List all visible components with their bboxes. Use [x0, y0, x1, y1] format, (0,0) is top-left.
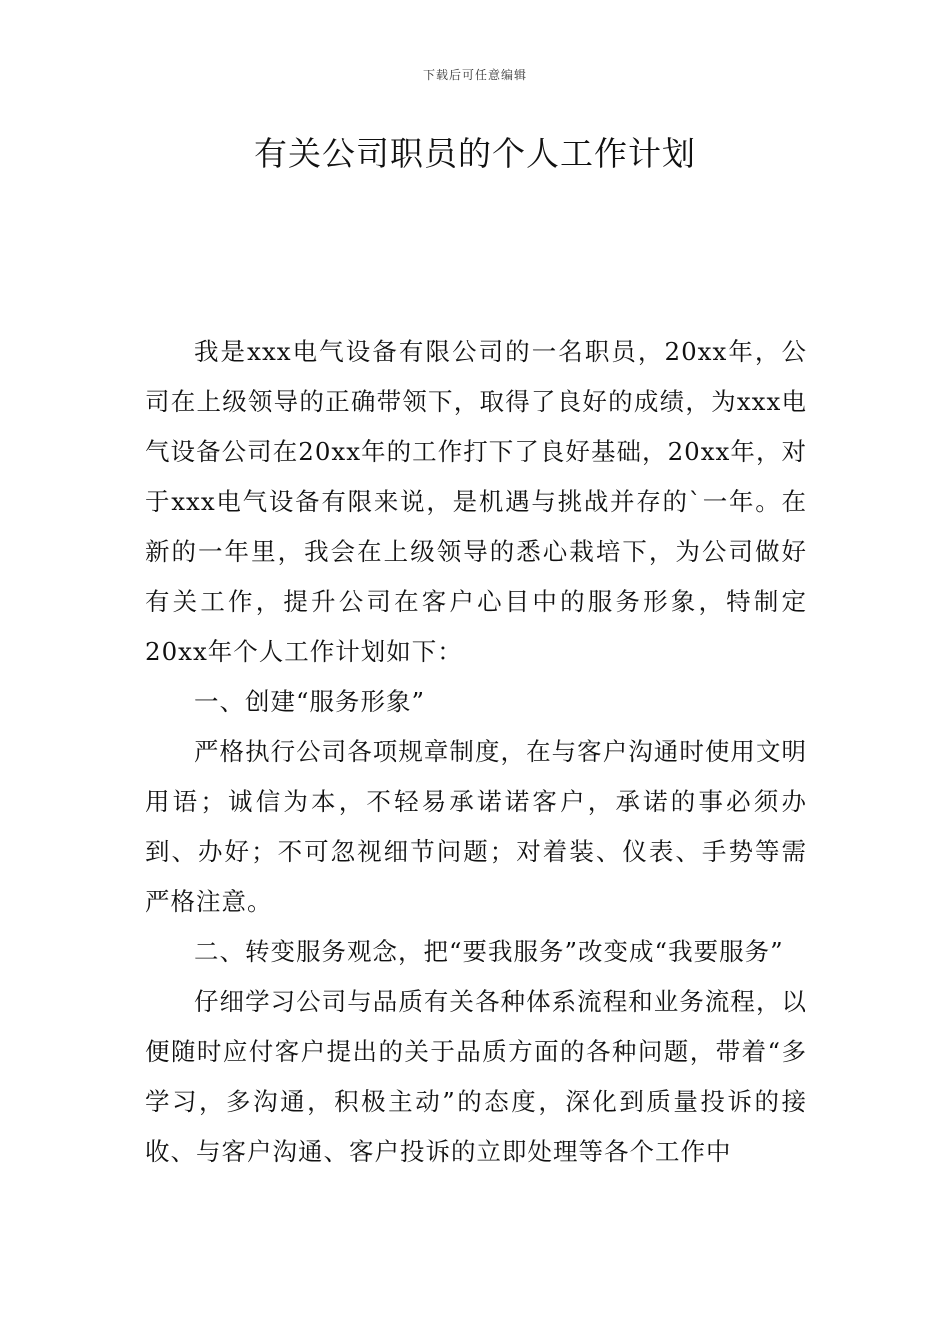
document-title: 有关公司职员的个人工作计划	[254, 134, 696, 173]
section-1-paragraph: 严格执行公司各项规章制度，在与客户沟通时使用文明用语；诚信为本，不轻易承诺诺客户，承诺的事必须办到、办好；不可忽视细节问题；对着装、仪表、手势等需严格注意。	[145, 737, 807, 916]
section-2-paragraph: 仔细学习公司与品质有关各种体系流程和业务流程，以便随时应付客户提出的关于品质方面的各种问题，带着“多学习，多沟通，积极主动”的态度，深化到质量投诉的接收、与客户沟通、客户投诉的立即处理等各个工作中	[145, 987, 807, 1166]
document-body	[145, 327, 807, 1177]
section-heading-2: 二、转变服务观念，把“要我服务”改变成“我要服务”	[194, 937, 784, 966]
header-note: 下载后可任意编辑	[422, 68, 527, 82]
intro-paragraph: 我是xxx电气设备有限公司的一名职员，20xx年，公司在上级领导的正确带领下，取得了良好的成绩，为xxx电气设备公司在20xx年的工作打下了良好基础，20xx年，对于xxx电气设备有限来说，是机遇与挑战并存的`一年。在新的一年里，我会在上级领导的悉心栽培下，为公司做好有关工作，提升公司在客户心目中的服务形象，特制定20xx年个人工作计划如下：	[145, 337, 807, 666]
section-heading-1: 一、创建“服务形象”	[194, 687, 426, 716]
